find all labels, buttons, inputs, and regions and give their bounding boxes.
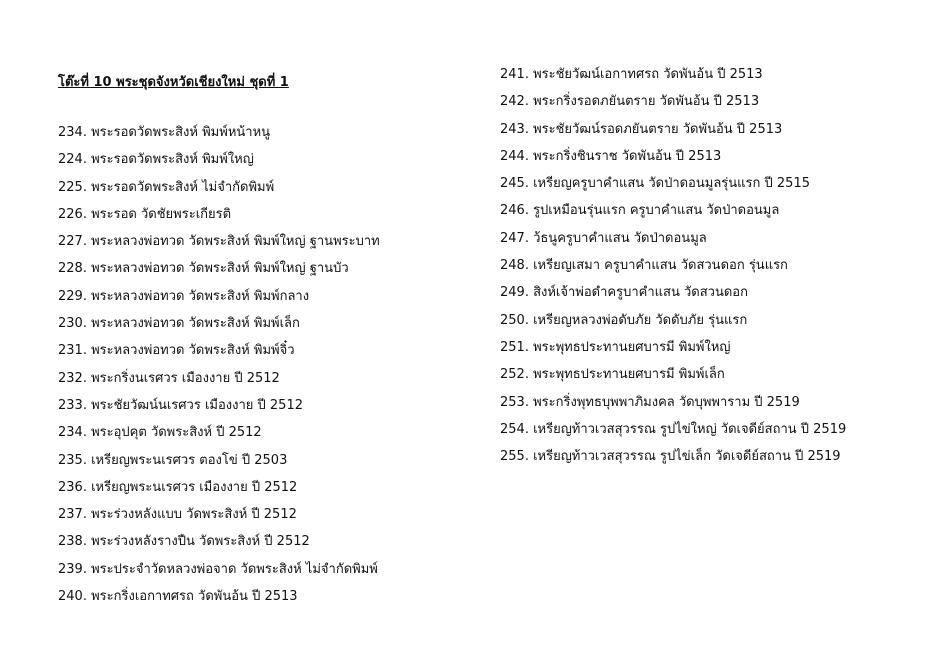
list-item: 234. พระอุปคุต วัดพระสิงห์ ปี 2512 xyxy=(58,425,262,441)
list-item: 254. เหรียญท้าวเวสสุวรรณ รูปไข่ใหญ่ วัดเจดีย์สถาน ปี 2519 xyxy=(500,421,847,437)
list-item: 235. เหรียญพระนเรศวร ตองโข่ ปี 2503 xyxy=(58,452,288,468)
list-item: 229. พระหลวงพ่อทวด วัดพระสิงห์ พิมพ์กลาง xyxy=(58,288,310,304)
list-item: 231. พระหลวงพ่อทวด วัดพระสิงห์ พิมพ์จิ๋ว xyxy=(58,343,295,359)
list-item: 245. เหรียญครูบาคำแสน วัดป่าดอนมูลรุ่นแรก ปี 2515 xyxy=(500,176,810,192)
list-item: 240. พระกริ่งเอกาทศรถ วัดพันอ้น ปี 2513 xyxy=(58,589,298,605)
list-item: 232. พระกริ่งนเรศวร เมืองงาย ปี 2512 xyxy=(58,370,280,386)
right-item-list xyxy=(500,66,846,475)
list-item: 253. พระกริ่งพุทธบุพพาภิมงคล วัดบุพพาราม ปี 2519 xyxy=(500,394,800,410)
list-item: 239. พระประจำวัดหลวงพ่อจาด วัดพระสิงห์ ไม่จำกัดพิมพ์ xyxy=(58,561,378,577)
list-item: 243. พระชัยวัฒน์รอดภยันตราย วัดพันอ้น ปี 2513 xyxy=(500,121,783,137)
list-item: 255. เหรียญท้าวเวสสุวรรณ รูปไข่เล็ก วัดเจดีย์สถาน ปี 2519 xyxy=(500,449,841,465)
list-item: 234. พระรอดวัดพระสิงห์ พิมพ์หน้าหนู xyxy=(58,125,271,140)
list-item: 237. พระร่วงหลังแบบ วัดพระสิงห์ ปี 2512 xyxy=(58,507,297,523)
left-item-list xyxy=(58,124,380,615)
list-item: 241. พระชัยวัฒน์เอกาทศรถ วัดพันอ้น ปี 2513 xyxy=(500,67,763,82)
list-item: 251. พระพุทธประทานยศบารมี พิมพ์ใหญ่ xyxy=(500,339,731,355)
list-item: 244. พระกริ่งชินราช วัดพันอ้น ปี 2513 xyxy=(500,148,722,164)
list-item: 236. เหรียญพระนเรศวร เมืองงาย ปี 2512 xyxy=(58,479,298,495)
list-item: 233. พระชัยวัฒน์นเรศวร เมืองงาย ปี 2512 xyxy=(58,397,303,413)
list-item: 242. พระกริ่งรอดภยันตราย วัดพันอ้น ปี 2513 xyxy=(500,94,760,110)
list-item: 224. พระรอดวัดพระสิงห์ พิมพ์ใหญ่ xyxy=(58,152,254,168)
list-item: 247. ว้ธนูครูบาคำแสน วัดป่าดอนมูล xyxy=(500,230,707,246)
page-title: โต๊ะที่ 10 พระชุดจังหวัดเชียงใหม่ ชุดที่ 1 xyxy=(58,75,289,90)
list-item: 248. เหรียญเสมา ครูบาคำแสน วัดสวนดอก รุ่นแรก xyxy=(500,258,788,274)
list-item: 230. พระหลวงพ่อทวด วัดพระสิงห์ พิมพ์เล็ก xyxy=(58,316,300,332)
list-item: 238. พระร่วงหลังรางปืน วัดพระสิงห์ ปี 2512 xyxy=(58,534,310,550)
list-item: 225. พระรอดวัดพระสิงห์ ไม่จำกัดพิมพ์ xyxy=(58,179,275,195)
list-item: 250. เหรียญหลวงพ่อดับภัย วัดดับภัย รุ่นแรก xyxy=(500,312,748,328)
list-item: 227. พระหลวงพ่อทวด วัดพระสิงห์ พิมพ์ใหญ่ ฐานพระบาท xyxy=(58,234,380,250)
list-item: 228. พระหลวงพ่อทวด วัดพระสิงห์ พิมพ์ใหญ่ ฐานบัว xyxy=(58,261,349,277)
list-item: 249. สิงห์เจ้าพ่อดำครูบาคำแสน วัดสวนดอก xyxy=(500,285,748,301)
list-item: 246. รูปเหมือนรุ่นแรก ครูบาคำแสน วัดป่าดอนมูล xyxy=(500,203,780,219)
list-item: 252. พระพุทธประทานยศบารมี พิมพ์เล็ก xyxy=(500,367,725,383)
list-item: 226. พระรอด วัดชัยพระเกียรติ xyxy=(58,206,232,222)
